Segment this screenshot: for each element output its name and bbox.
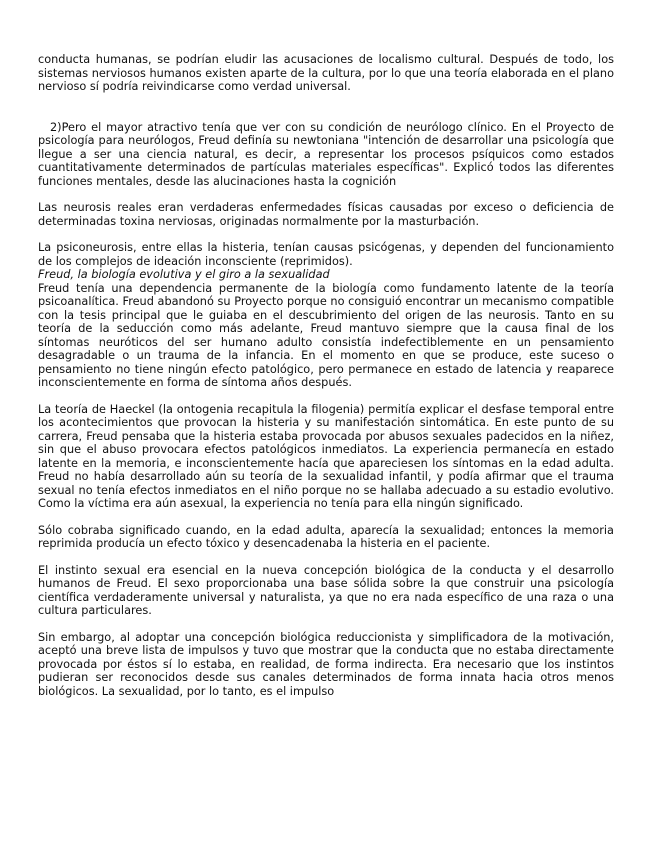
- paragraph-clinical-neurologist: 2)Pero el mayor atractivo tenía que ver con su condición de neurólogo clínico. En el Proyecto de psicología para neurólogos, Freud definía su newtoniana "intención de desarrollar una psicología que llegue a ser una ciencia natural, es decir, a representar los procesos psíquicos como estados cuantitativamente determinados de partículas materiales específicas". Explicó todos las diferentes funciones mentales, desde las alucinaciones hasta la cognición: [38, 120, 614, 188]
- document-page: [38, 53, 614, 698]
- paragraph-psychoneurosis: La psiconeurosis, entre ellas la histeria, tenían causas psicógenas, y dependen del funcionamiento de los complejos de ideación inconsciente (reprimidos).: [38, 241, 614, 268]
- paragraph-cultural-localism: conducta humanas, se podrían eludir las acusaciones de localismo cultural. Después de todo, los sistemas nerviosos humanos existen aparte de la cultura, por lo que una teoría elaborada en el plano nervioso sí podría reivindicarse como verdad universal.: [38, 53, 614, 93]
- section-heading: Freud, la biología evolutiva y el giro a la sexualidad: [38, 268, 330, 281]
- paragraph-sexual-instinct: El instinto sexual era esencial en la nueva concepción biológica de la conducta y el desarrollo humanos de Freud. El sexo proporcionaba una base sólida sobre la que construir una psicología científica verdaderamente universal y naturalista, ya que no era nada específico de una raza o una cultura particulares.: [38, 563, 614, 617]
- paragraph-haeckel-theory: La teoría de Haeckel (la ontogenia recapitula la filogenia) permitía explicar el desfase temporal entre los acontecimientos que provocan la histeria y su manifestación sintomática. En este punto de su carrera, Freud pensaba que la histeria estaba provocada por abusos sexuales padecidos en la niñez, sin que el abuso provocara efectos patológicos inmediatos. La experiencia permanecía en estado latente en la memoria, e inconscientemente hacía que apareciesen los síntomas en la edad adulta. Freud no había desarrollado aún su teoría de la sexualidad infantil, y podía afirmar que el trauma sexual no tenía efectos inmediatos en el niño porque no se hallaba adecuado a su estadio evolutivo. Como la víctima era aún asexual, la experiencia no tenía para ella ningún significado.: [38, 402, 614, 510]
- paragraph-reductionist-motivation: Sin embargo, al adoptar una concepción biológica reduccionista y simplificadora de la motivación, aceptó una breve lista de impulsos y tuvo que mostrar que la conducta que no estaba directamente provocada por éstos sí lo estaba, en realidad, de forma indirecta. Era necesario que los instintos pudieran ser reconocidos desde sus canales determinados de forma innata hacia otros menos biológicos. La sexualidad, por lo tanto, es el impulso: [38, 630, 614, 698]
- paragraph-real-neuroses: Las neurosis reales eran verdaderas enfermedades físicas causadas por exceso o deficiencia de determinadas toxina nerviosas, originadas normalmente por la masturbación.: [38, 201, 614, 228]
- paragraph-biology-dependence: Freud tenía una dependencia permanente de la biología como fundamento latente de la teoría psicoanalítica. Freud abandonó su Proyecto porque no consiguió encontrar un mecanismo compatible con la tesis principal que le guiaba en el descubrimiento del origen de las neurosis. Tanto en su teoría de la seducción como más adelante, Freud mantuvo siempre que la causa final de los síntomas neuróticos del ser humano adulto consistía indefectiblemente en un pensamiento desagradable o un trauma de la infancia. En el momento en que se produce, este suceso o pensamiento no tiene ningún efecto patológico, pero permanece en estado de latencia y reaparece inconscientemente en forma de síntoma años después.: [38, 281, 614, 389]
- paragraph-adult-sexuality: Sólo cobraba significado cuando, en la edad adulta, aparecía la sexualidad; entonces la memoria reprimida producía un efecto tóxico y desencadenaba la histeria en el paciente.: [38, 523, 614, 550]
